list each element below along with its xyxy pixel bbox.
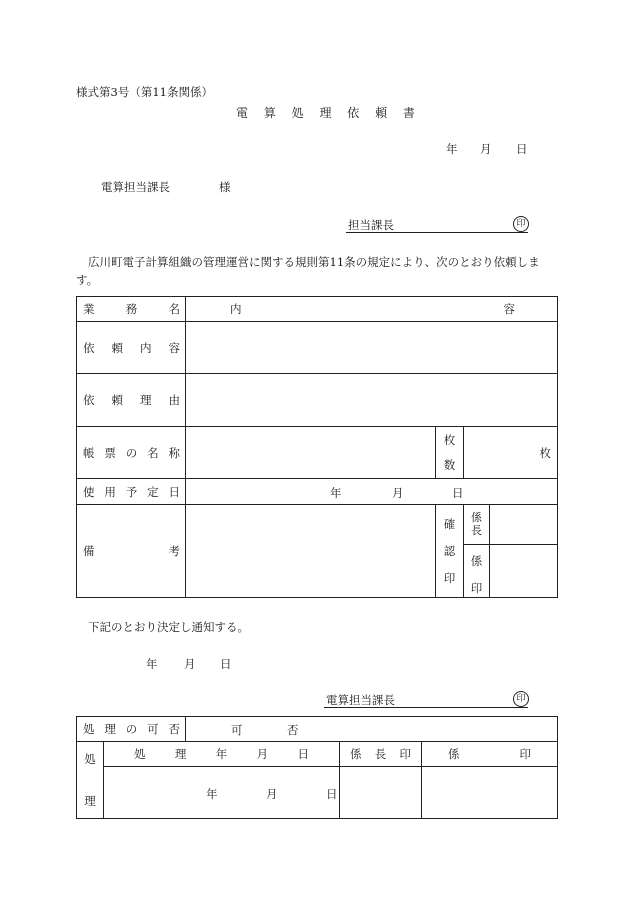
decider-signature-line (324, 707, 528, 708)
table-row (77, 767, 558, 819)
decider-title: 電算担当課長 (326, 693, 395, 707)
process-date-month: 月 (266, 787, 278, 801)
table-row (77, 374, 558, 427)
form-number: 様式第3号（第11条関係） (76, 85, 213, 99)
addressee-title: 電算担当課長 (101, 180, 170, 194)
approval-field[interactable] (186, 717, 558, 742)
remarks-field[interactable] (186, 505, 436, 598)
content-header: 内 容 (186, 297, 558, 322)
chief-label: 係 長 (464, 505, 490, 544)
process-date-header: 処 理 年 月 日 (104, 742, 340, 767)
decision-date-year: 年 (146, 657, 158, 671)
document-title: 電 算 処 理 依 頼 書 (236, 106, 421, 120)
chief-seal-box[interactable] (490, 505, 557, 544)
table-row (77, 479, 558, 505)
process-date-year: 年 (206, 787, 218, 801)
staff-label: 係 印 (464, 545, 490, 597)
request-content-label: 依 頼 内 容 (77, 322, 186, 374)
form-name-field[interactable] (186, 427, 436, 479)
staff-seal-header: 係 印 (422, 742, 558, 767)
decision-date-day: 日 (220, 657, 232, 671)
planned-date-day: 日 (452, 486, 464, 500)
form-name-label: 帳 票 の 名 称 (77, 427, 186, 479)
process-date-field[interactable] (104, 767, 340, 819)
body-text-line2: す。 (76, 273, 99, 287)
process-label: 処 理 (77, 742, 104, 819)
decider-seal-icon: 印 (513, 691, 529, 707)
table-row (77, 322, 558, 374)
date-year: 年 (446, 142, 458, 156)
sheets-field[interactable] (464, 427, 558, 479)
staff-seal-field[interactable] (422, 767, 558, 819)
remarks-label: 備 考 (77, 505, 186, 598)
table-row (77, 717, 558, 742)
requester-title: 担当課長 (348, 218, 394, 232)
planned-date-label: 使 用 予 定 日 (77, 479, 186, 505)
seal-grid (464, 505, 558, 598)
table-row (77, 297, 558, 322)
requester-seal-icon: 印 (513, 216, 529, 232)
decision-date-month: 月 (184, 657, 196, 671)
date-day: 日 (516, 142, 528, 156)
business-name-label: 業 務 名 (77, 297, 186, 322)
staff-seal-box[interactable] (490, 545, 557, 597)
date-month: 月 (480, 142, 492, 156)
deny-option[interactable]: 否 (287, 723, 299, 737)
planned-date-year: 年 (330, 486, 342, 500)
request-reason-field[interactable] (186, 374, 558, 427)
request-content-field[interactable] (186, 322, 558, 374)
request-table (76, 296, 558, 598)
approval-label: 処 理 の 可 否 (77, 717, 186, 742)
table-row (77, 505, 558, 598)
sheets-unit: 枚 (539, 445, 552, 460)
table-row (77, 742, 558, 767)
process-date-day: 日 (326, 787, 338, 801)
decision-table (76, 716, 558, 819)
chief-seal-field[interactable] (340, 767, 422, 819)
request-reason-label: 依 頼 理 由 (77, 374, 186, 427)
body-text-line1: 広川町電子計算組織の管理運営に関する規則第11条の規定により、次のとおり依頼しま (88, 255, 540, 269)
approve-option[interactable]: 可 (231, 723, 243, 737)
chief-seal-header: 係 長 印 (340, 742, 422, 767)
planned-date-month: 月 (392, 486, 404, 500)
addressee-honorific: 様 (219, 180, 231, 194)
planned-date-field[interactable] (186, 479, 558, 505)
sheets-label: 枚 数 (436, 427, 464, 479)
notice-text: 下記のとおり決定し通知する。 (88, 620, 249, 634)
table-row (77, 427, 558, 479)
confirm-seal-label: 確 認 印 (436, 505, 464, 598)
requester-signature-line (346, 232, 528, 233)
